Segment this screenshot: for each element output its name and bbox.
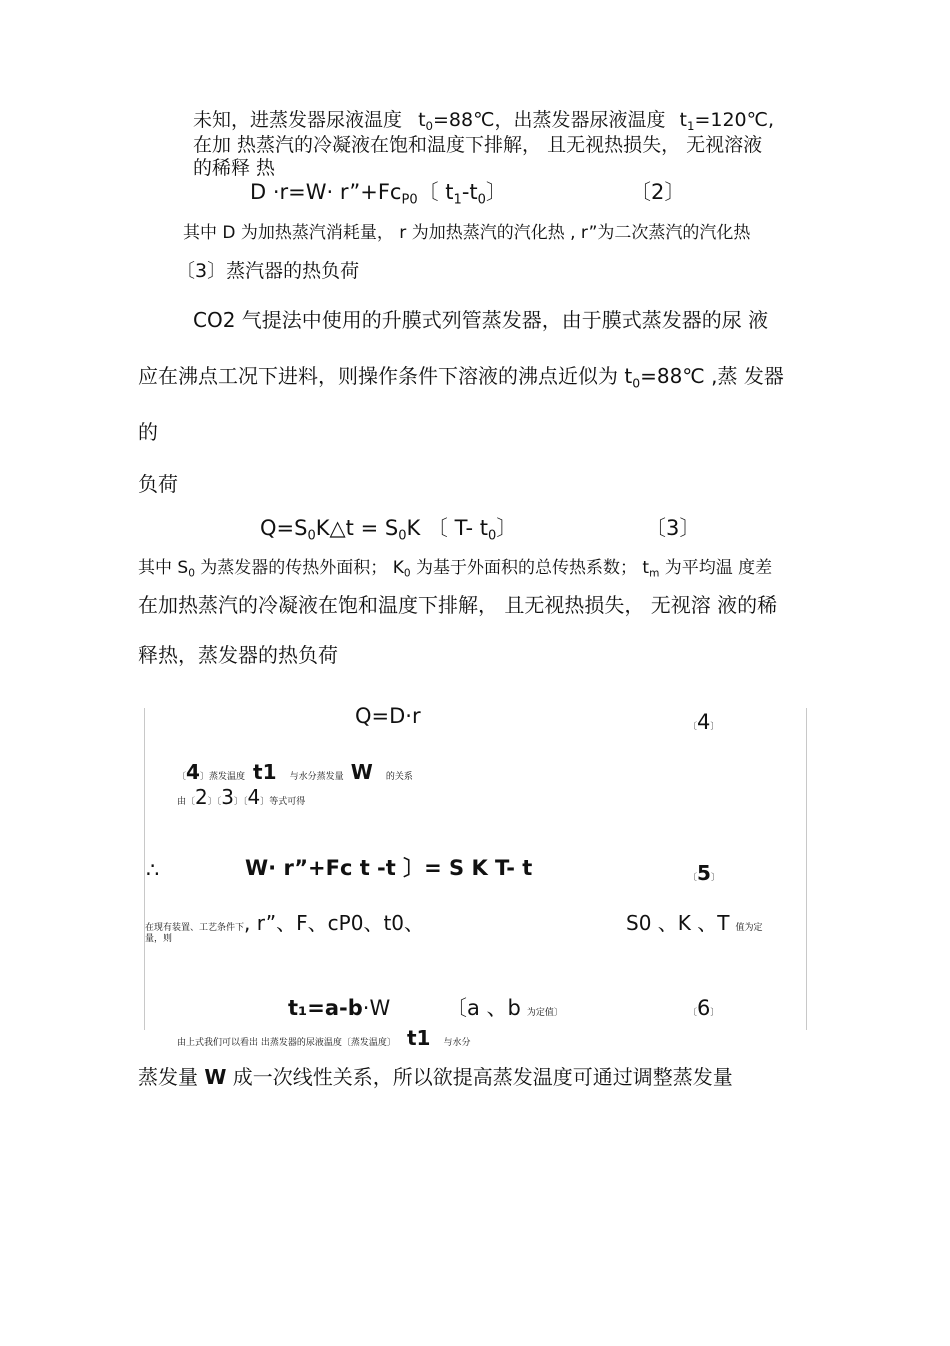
equation-6-constants: 〔a 、b 为定值〕 (446, 996, 563, 1020)
para2-line2: 应在沸点工况下进料，则操作条件下溶液的沸点近似为 $t_0=88℃$ ,蒸 发器 (138, 364, 784, 391)
para3-line1: 在加热蒸汽的冷凝液在饱和温度下排解， 且无视热损失， 无视溶 液的稀 (138, 593, 778, 617)
note-2: 其中 D 为加热蒸汽消耗量， r 为加热蒸汽的汽化热 , r”为二次蒸汽的汽化热 (183, 223, 751, 243)
para1-line2: 在加 热蒸汽的冷凝液在饱和温度下排解， 且无视热损失， 无视溶液 (193, 134, 763, 156)
note-3: 其中 $S_0$ 为蒸发器的传热外面积； $K_0$ 为基于外面积的总传热系数； $t_m$ 为平均温 度差 (138, 558, 773, 580)
equation-2: $D \cdot r=W\cdot r”+Fc_{P0}$〔 $t_1-t_0$〕 (250, 180, 507, 208)
para2-line4: 负荷 (138, 472, 178, 496)
equation-2-number: 〔2〕 (630, 180, 686, 204)
equation-5-number: 〔5〕 (688, 861, 720, 885)
conditions-continuation: 量，则 (145, 934, 173, 944)
para1-line3: 的稀释 热 (193, 157, 276, 179)
box-derivation: 由〔2〕〔3〕〔4〕等式可得 (177, 785, 306, 809)
equation-6: t₁=a-b·W (288, 996, 391, 1020)
equation-4-number: 〔4〕 (688, 710, 720, 734)
box-footnote: 由上式我们可以看出 出蒸发器的尿液温度〔蒸发温度〕 t1 与水分 (177, 1026, 471, 1050)
section-3-heading: 〔3〕蒸汽器的热负荷 (176, 260, 360, 282)
box-heading: 〔4〕蒸发温度 t1 与水分蒸发量 W 的关系 (177, 760, 413, 784)
equation-5: W· r”+Fc t -t 〕= S K T- t (245, 856, 533, 880)
equation-6-number: 〔6〕 (688, 996, 720, 1020)
para2-line1: CO2 气提法中使用的升膜式列管蒸发器，由于膜式蒸发器的尿 液 (193, 308, 769, 332)
equation-3-number: 〔3〕 (645, 516, 701, 540)
para3-line2: 释热，蒸发器的热负荷 (138, 643, 338, 667)
equation-3: $Q=S_0K\triangle t = S_0K$ 〔 T- $t_0$〕 (260, 516, 518, 544)
para1-line1: 未知，进蒸发器尿液温度 $t_0=88℃$，出蒸发器尿液温度 $t_1=120℃$, (193, 109, 775, 134)
conditions-left: 在现有装置、工艺条件下, r”、F、cP0、t0、 (145, 911, 425, 935)
final-line: 蒸发量 W 成一次线性关系，所以欲提高蒸发温度可通过调整蒸发量 (138, 1065, 733, 1089)
para2-line3: 的 (138, 420, 158, 444)
therefore-symbol: ∴ (146, 858, 160, 882)
box-right-border (806, 708, 807, 1030)
equation-4: Q=D·r (355, 704, 421, 728)
box-left-border (144, 708, 145, 1030)
conditions-right: S0 、K 、T 值为定 (626, 911, 763, 935)
